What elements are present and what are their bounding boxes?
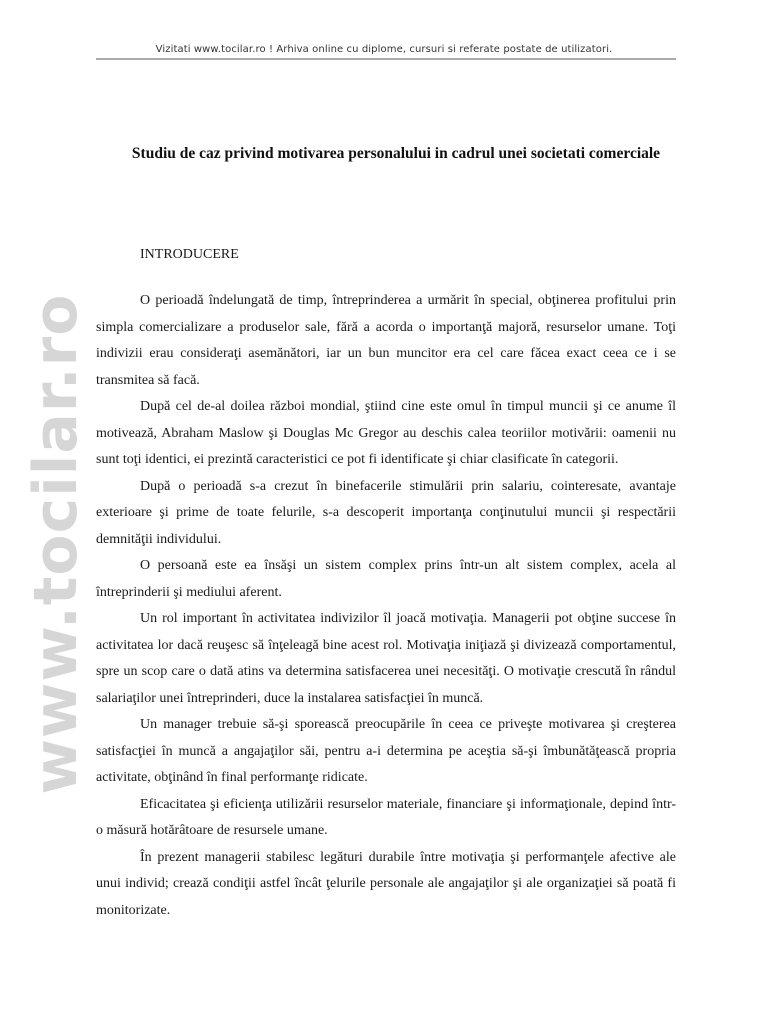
paragraph: Un rol important în activitatea indivizilor îl joacă motivaţia. Managerii pot obţine succese în activitatea lor dacă reuşesc să înţeleagă bine acest rol. Motivaţia iniţiază şi divizează comportamentul, spre un scop care o dată atins va determina satisfacerea unei necesităţi. O motivaţie crescută în rândul salariaţilor unei întreprinderi, duce la instalarea satisfacţiei în muncă.	[96, 611, 676, 706]
header-divider	[96, 58, 676, 60]
paragraph: După cel de-al doilea război mondial, ştiind cine este omul în timpul muncii şi ce anume îl motivează, Abraham Maslow şi Douglas Mc Gregor au deschis calea teoriilor motivării: oamenii nu sunt toţi identici, ei prezintă caracteristici ce pot fi identificate şi chiar clasificate în categorii.	[96, 399, 676, 467]
site-watermark: www.tocilar.ro	[21, 293, 91, 795]
paragraph: În prezent managerii stabilesc legături durabile între motivaţia şi performanţele afective ale unui individ; crează condiţii astfel încât ţelurile personale ale angajaţilor şi ale organizaţiei să poată fi monitorizate.	[96, 849, 676, 918]
paragraph: Un manager trebuie să-şi sporească preocupările în ceea ce priveşte motivarea şi creşterea satisfacţiei în muncă a angajaţilor săi, pentru a-i determina pe aceştia să-şi îmbunătăţească propria activitate, obţinând în final performanţe ridicate.	[96, 717, 676, 785]
document-title: Studiu de caz privind motivarea personalului in cadrul unei societati comerciale	[131, 145, 661, 162]
paragraph: O perioadă îndelungată de timp, întreprinderea a urmărit în special, obţinerea profitului prin simpla comercializare a produselor sale, fără a acorda o importanţă majoră, resurselor umane. Toţi indivizii erau consideraţi asemănători, iar un bun muncitor era cel care făcea exact ceea ce i se transmitea să facă.	[96, 293, 676, 388]
paragraph: O persoană este ea însăşi un sistem complex prins într-un alt sistem complex, acela al întreprinderii şi mediului aferent.	[96, 558, 676, 600]
site-header-banner: Vizitati www.tocilar.ro ! Arhiva online cu diplome, cursuri si referate postate de utilizatori.	[155, 44, 613, 55]
document-body	[96, 288, 676, 924]
section-heading: INTRODUCERE	[140, 247, 239, 262]
paragraph: După o perioadă s-a crezut în binefacerile stimulării prin salariu, cointeresate, avantaje exterioare şi prime de toate felurile, s-a descoperit importanţa conţinutului muncii şi respectării demnităţii individului.	[96, 478, 676, 547]
paragraph: Eficacitatea şi eficienţa utilizării resurselor materiale, financiare şi informaţionale, depind într-o măsură hotărâtoare de resursele umane.	[96, 796, 676, 838]
